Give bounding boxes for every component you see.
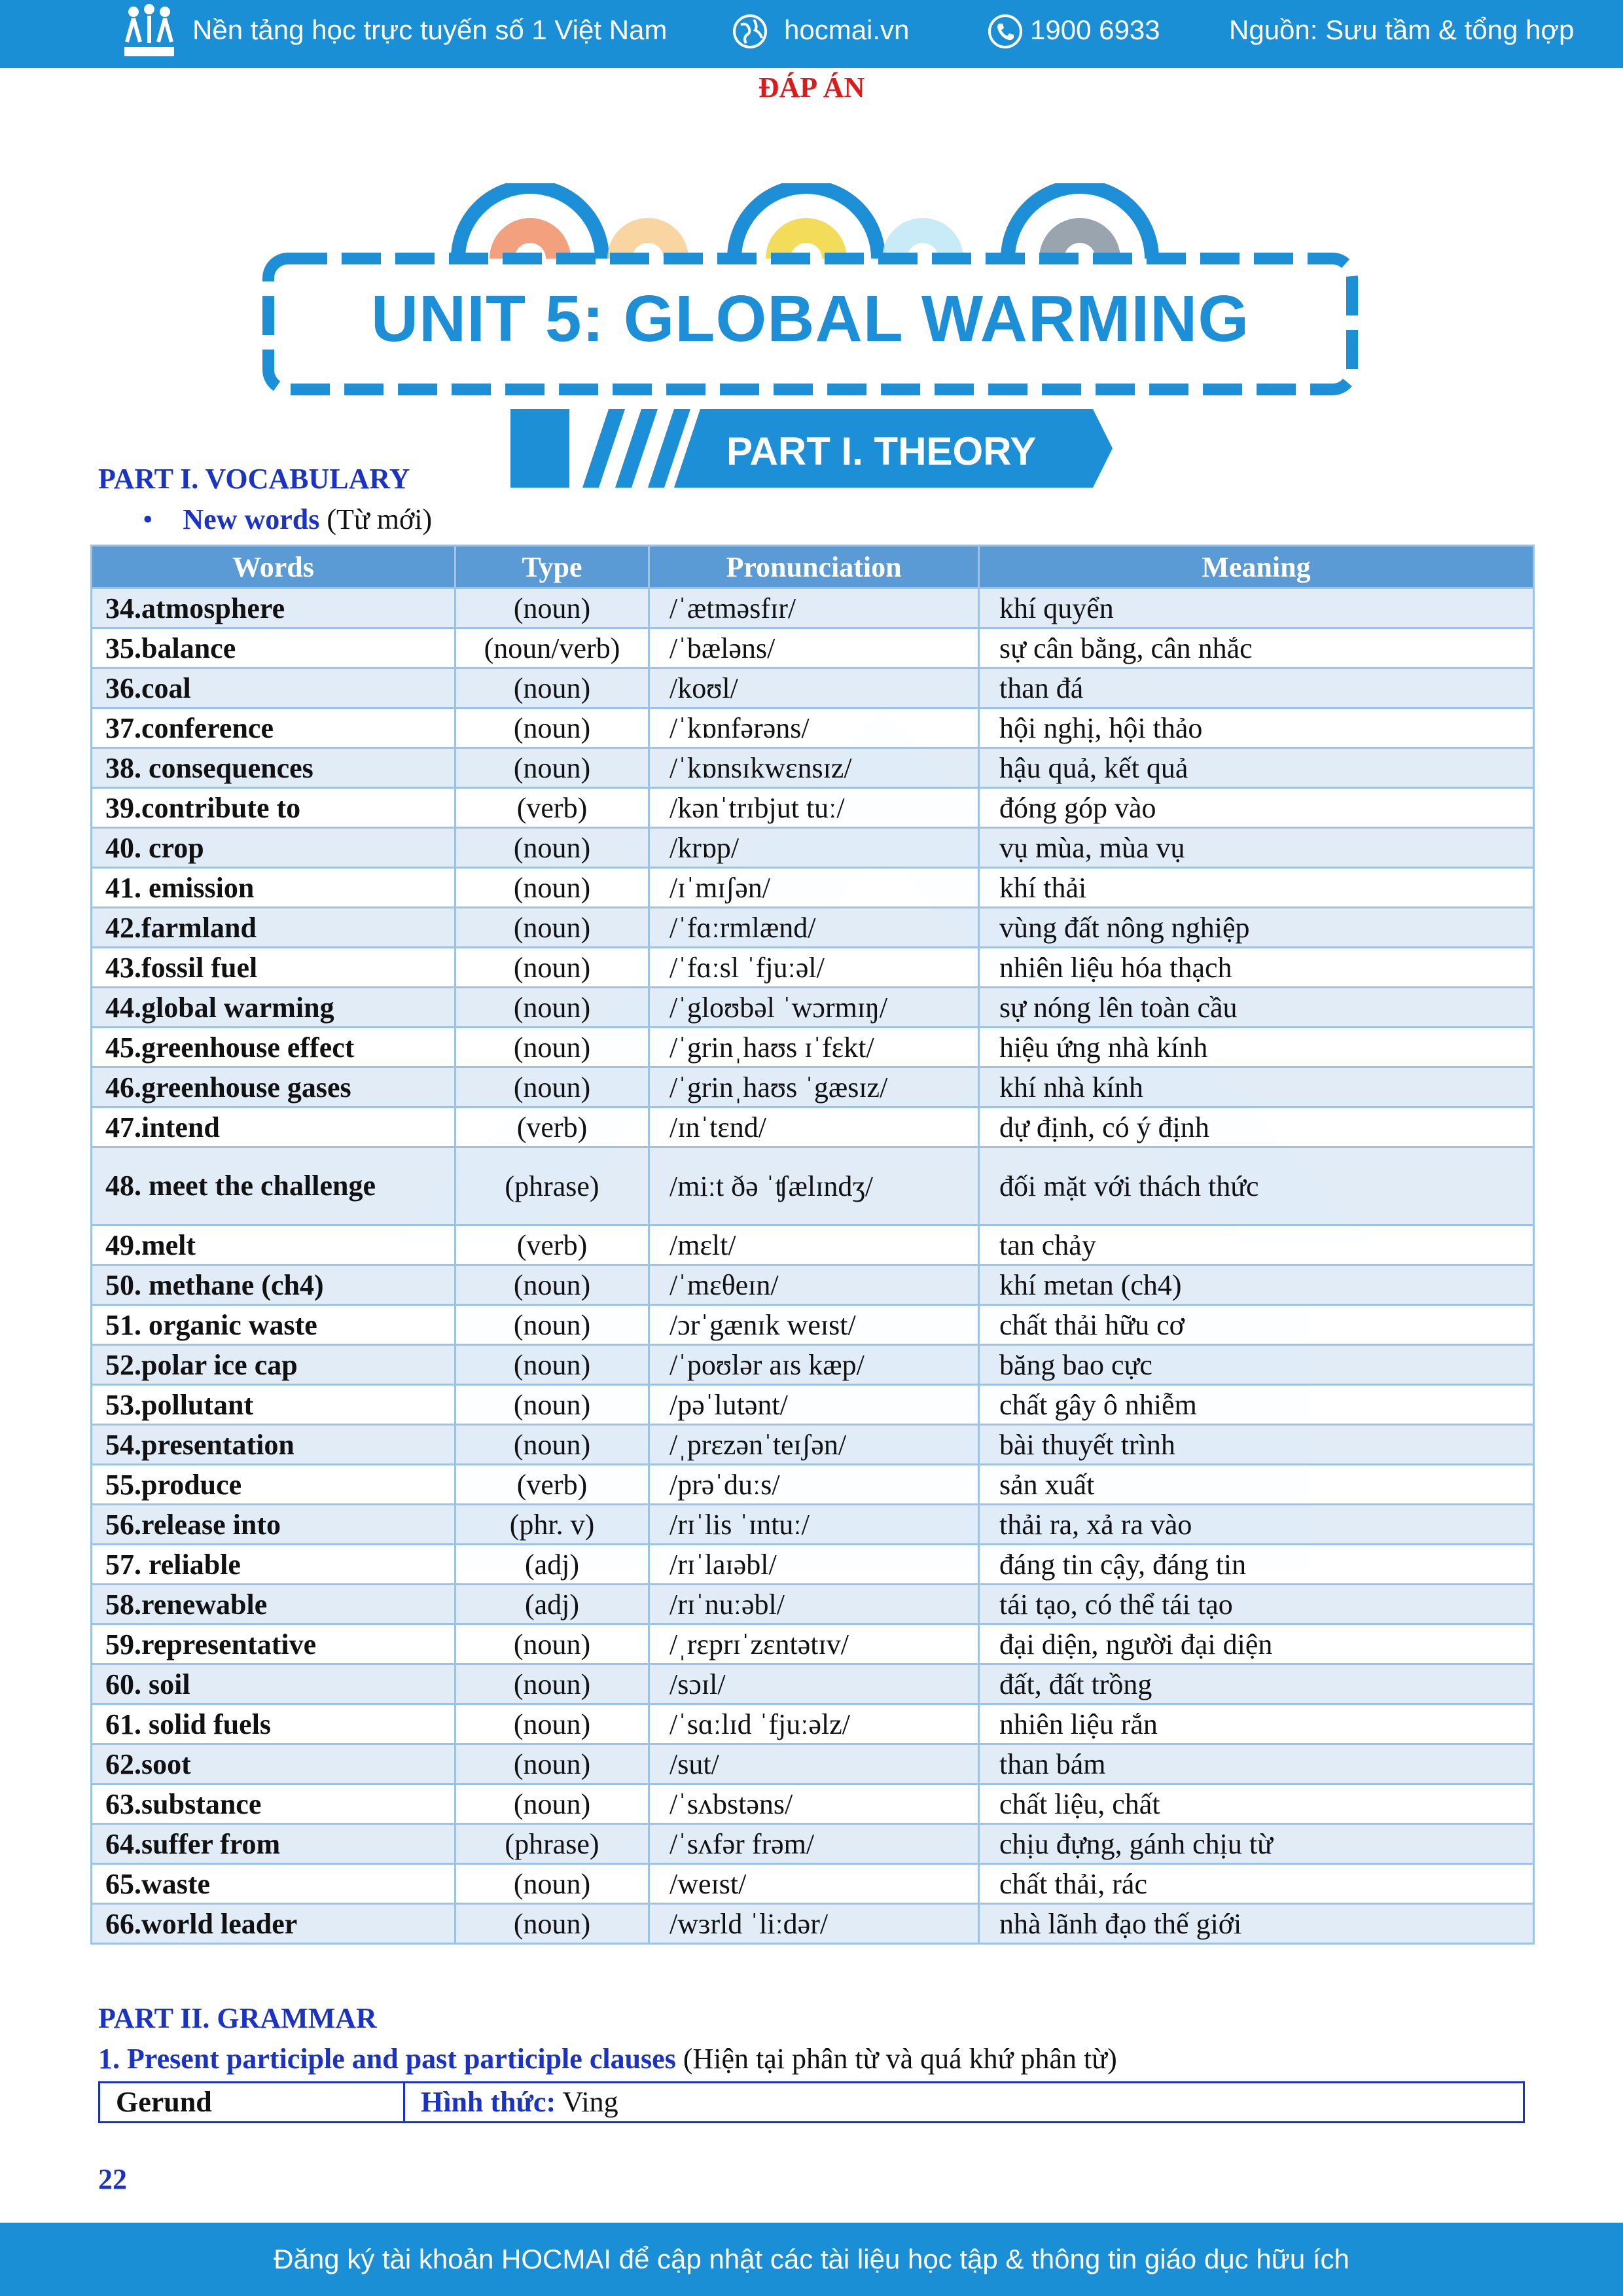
type-cell: (noun) [455,1028,649,1067]
pronunciation-cell: /ˈgloʊbəl ˈwɔrmɪŋ/ [649,988,979,1028]
table-row [92,668,1534,708]
word-cell: 47.intend [92,1107,455,1147]
pronunciation-cell: /kənˈtrɪbjut tuː/ [649,788,979,828]
pronunciation-cell: /krɒp/ [649,828,979,868]
pronunciation-cell: /ˈgrinˌhaʊs ˈgæsɪz/ [649,1067,979,1107]
pronunciation-cell: /ˌrɛprɪˈzɛntətɪv/ [649,1624,979,1664]
meaning-cell: đại diện, người đại diện [979,1624,1534,1664]
pronunciation-cell: /ɪˈmɪʃən/ [649,868,979,908]
meaning-cell: chất thải hữu cơ [979,1305,1534,1345]
table-row [92,908,1534,948]
meaning-cell: đất, đất trồng [979,1664,1534,1704]
pronunciation-cell: /ˈfɑːsl ˈfjuːəl/ [649,948,979,988]
table-row [92,1425,1534,1465]
pronunciation-cell: /mɛlt/ [649,1225,979,1265]
word-cell: 53.pollutant [92,1385,455,1425]
table-row [92,1305,1534,1345]
grammar-subheading-title: 1. Present participle and past participle clauses [98,2043,676,2075]
pronunciation-cell: /ˈfɑːrmlænd/ [649,908,979,948]
meaning-cell: khí nhà kính [979,1067,1534,1107]
type-cell: (noun) [455,1744,649,1784]
pronunciation-cell: /ˈsʌfər frəm/ [649,1824,979,1864]
type-cell: (phr. v) [455,1505,649,1545]
type-cell: (noun) [455,948,649,988]
word-cell: 62.soot [92,1744,455,1784]
grammar-subheading-note: (Hiện tại phân từ và quá khứ phân từ) [683,2043,1117,2075]
meaning-cell: chất liệu, chất [979,1784,1534,1824]
word-cell: 64.suffer from [92,1824,455,1864]
bullet-marker: • [143,503,153,535]
type-cell: (noun) [455,908,649,948]
table-row [92,1385,1534,1425]
header-tagline: Nền tảng học trực tuyến số 1 Việt Nam [192,14,668,45]
form-label: Hình thức: [421,2086,556,2118]
table-row [92,1585,1534,1624]
type-cell: (noun) [455,1425,649,1465]
header-website[interactable]: hocmai.vn [784,14,910,45]
pronunciation-cell: /weɪst/ [649,1864,979,1904]
type-cell: (phrase) [455,1147,649,1225]
meaning-cell: tan chảy [979,1225,1534,1265]
word-cell: 41. emission [92,868,455,908]
pronunciation-cell: /ˈmɛθeɪn/ [649,1265,979,1305]
meaning-cell: vụ mùa, mùa vụ [979,828,1534,868]
phone-icon [987,13,1024,50]
type-cell: (noun) [455,1784,649,1824]
word-cell: 42.farmland [92,908,455,948]
header-source: Nguồn: Sưu tầm & tổng hợp [1229,14,1575,45]
new-words-note: (Từ mới) [327,503,433,535]
table-row [92,1028,1534,1067]
table-row [92,1744,1534,1784]
word-cell: 46.greenhouse gases [92,1067,455,1107]
type-cell: (noun) [455,1664,649,1704]
word-cell: 49.melt [92,1225,455,1265]
word-cell: 44.global warming [92,988,455,1028]
table-row [92,1545,1534,1585]
meaning-cell: sự cân bằng, cân nhắc [979,628,1534,668]
word-cell: 61. solid fuels [92,1704,455,1744]
part-banner-label: PART I. THEORY [726,429,1037,473]
type-cell: (noun) [455,1067,649,1107]
type-cell: (noun/verb) [455,628,649,668]
word-cell: 50. methane (ch4) [92,1265,455,1305]
word-cell: 58.renewable [92,1585,455,1624]
type-cell: (noun) [455,708,649,748]
pronunciation-cell: /rɪˈnuːəbl/ [649,1585,979,1624]
pronunciation-cell: /miːt ðə ˈʧælɪndʒ/ [649,1147,979,1225]
meaning-cell: khí metan (ch4) [979,1265,1534,1305]
meaning-cell: hiệu ứng nhà kính [979,1028,1534,1067]
meaning-cell: chất thải, rác [979,1864,1534,1904]
type-cell: (noun) [455,668,649,708]
table-row [92,628,1534,668]
column-header-words: Words [92,546,455,588]
type-cell: (noun) [455,588,649,628]
word-cell: 60. soil [92,1664,455,1704]
pronunciation-cell: /prəˈduːs/ [649,1465,979,1505]
meaning-cell: nhiên liệu rắn [979,1704,1534,1744]
word-cell: 43.fossil fuel [92,948,455,988]
vocabulary-heading: PART I. VOCABULARY [98,463,410,495]
table-row [92,1225,1534,1265]
word-cell: 54.presentation [92,1425,455,1465]
table-row [92,1904,1534,1944]
type-cell: (noun) [455,1385,649,1425]
table-row [92,1505,1534,1545]
word-cell: 55.produce [92,1465,455,1505]
word-cell: 39.contribute to [92,788,455,828]
column-header-meaning: Meaning [979,546,1534,588]
meaning-cell: đối mặt với thách thức [979,1147,1534,1225]
pronunciation-cell: /ˈætməsfɪr/ [649,588,979,628]
pronunciation-cell: /ˈgrinˌhaʊs ɪˈfɛkt/ [649,1028,979,1067]
type-cell: (adj) [455,1585,649,1624]
meaning-cell: vùng đất nông nghiệp [979,908,1534,948]
table-row [92,1824,1534,1864]
table-row [92,1147,1534,1225]
pronunciation-cell: /rɪˈlis ˈɪntuː/ [649,1505,979,1545]
table-row [92,988,1534,1028]
header-phone[interactable]: 1900 6933 [1030,14,1160,45]
word-cell: 57. reliable [92,1545,455,1585]
meaning-cell: hậu quả, kết quả [979,748,1534,788]
header-bar [0,0,1623,68]
pronunciation-cell: /sut/ [649,1744,979,1784]
meaning-cell: khí thải [979,868,1534,908]
meaning-cell: đóng góp vào [979,788,1534,828]
vocabulary-rows [92,588,1534,1944]
vocabulary-table [90,545,1535,1945]
new-words-label: New words [183,503,320,535]
table-row [92,748,1534,788]
word-cell: 40. crop [92,828,455,868]
meaning-cell: thải ra, xả ra vào [979,1505,1534,1545]
table-row [92,868,1534,908]
type-cell: (noun) [455,868,649,908]
type-cell: (phrase) [455,1824,649,1864]
meaning-cell: chất gây ô nhiễm [979,1385,1534,1425]
pronunciation-cell: /ˈkɒnsɪkwɛnsɪz/ [649,748,979,788]
footer-bar: Đăng ký tài khoản HOCMAI để cập nhật các tài liệu học tập & thông tin giáo dục hữu ích [0,2223,1623,2296]
meaning-cell: nhà lãnh đạo thế giới [979,1904,1534,1944]
page-title: UNIT 5: GLOBAL WARMING [370,282,1250,355]
word-cell: 65.waste [92,1864,455,1904]
meaning-cell: băng bao cực [979,1345,1534,1385]
type-cell: (noun) [455,1305,649,1345]
type-cell: (noun) [455,1904,649,1944]
pronunciation-cell: /ˈbæləns/ [649,628,979,668]
word-cell: 45.greenhouse effect [92,1028,455,1067]
meaning-cell: tái tạo, có thể tái tạo [979,1585,1534,1624]
grammar-heading: PART II. GRAMMAR [98,2002,377,2034]
type-cell: (noun) [455,1624,649,1664]
gerund-label: Gerund [100,2083,405,2121]
meaning-cell: sự nóng lên toàn cầu [979,988,1534,1028]
pronunciation-cell: /ɪnˈtɛnd/ [649,1107,979,1147]
meaning-cell: dự định, có ý định [979,1107,1534,1147]
word-cell: 63.substance [92,1784,455,1824]
word-cell: 66.world leader [92,1904,455,1944]
pronunciation-cell: /ˌprɛzənˈteɪʃən/ [649,1425,979,1465]
pronunciation-cell: /ˈkɒnfərəns/ [649,708,979,748]
table-header-row [92,546,1534,588]
meaning-cell: chịu đựng, gánh chịu từ [979,1824,1534,1864]
table-row [92,948,1534,988]
word-cell: 35.balance [92,628,455,668]
table-row [92,1067,1534,1107]
answer-label: ĐÁP ÁN [758,71,865,103]
meaning-cell: than bám [979,1744,1534,1784]
pronunciation-cell: /ˈsʌbstəns/ [649,1784,979,1824]
pronunciation-cell: /pəˈlutənt/ [649,1385,979,1425]
type-cell: (verb) [455,1225,649,1265]
type-cell: (verb) [455,1107,649,1147]
type-cell: (noun) [455,1345,649,1385]
word-cell: 52.polar ice cap [92,1345,455,1385]
table-row [92,828,1534,868]
table-row [92,708,1534,748]
pronunciation-cell: /ɔrˈgænɪk weɪst/ [649,1305,979,1345]
pronunciation-cell: /wɜrld ˈliːdər/ [649,1904,979,1944]
gerund-form [421,2083,618,2121]
type-cell: (noun) [455,1864,649,1904]
word-cell: 38. consequences [92,748,455,788]
pronunciation-cell: /sɔɪl/ [649,1664,979,1704]
column-header-pronunciation: Pronunciation [649,546,979,588]
type-cell: (verb) [455,788,649,828]
table-row [92,1864,1534,1904]
meaning-cell: hội nghị, hội thảo [979,708,1534,748]
type-cell: (noun) [455,1265,649,1305]
gerund-table [98,2081,1525,2123]
word-cell: 59.representative [92,1624,455,1664]
table-row [92,588,1534,628]
table-row [92,1465,1534,1505]
pronunciation-cell: /ˈsɑːlɪd ˈfjuːəlz/ [649,1704,979,1744]
word-cell: 56.release into [92,1505,455,1545]
meaning-cell: khí quyển [979,588,1534,628]
type-cell: (adj) [455,1545,649,1585]
globe-icon [732,13,768,50]
hocmai-logo [119,4,179,59]
type-cell: (noun) [455,1704,649,1744]
word-cell: 34.atmosphere [92,588,455,628]
new-words-line [143,503,432,536]
pronunciation-cell: /koʊl/ [649,668,979,708]
meaning-cell: nhiên liệu hóa thạch [979,948,1534,988]
table-row [92,1704,1534,1744]
type-cell: (noun) [455,748,649,788]
meaning-cell: than đá [979,668,1534,708]
word-cell: 36.coal [92,668,455,708]
type-cell: (noun) [455,988,649,1028]
meaning-cell: bài thuyết trình [979,1425,1534,1465]
table-row [92,1784,1534,1824]
form-value: Ving [562,2086,618,2118]
column-header-type: Type [455,546,649,588]
table-row [92,788,1534,828]
word-cell: 37.conference [92,708,455,748]
table-row [92,1107,1534,1147]
word-cell: 51. organic waste [92,1305,455,1345]
table-row [92,1624,1534,1664]
table-row [92,1664,1534,1704]
grammar-subheading [98,2042,1117,2075]
pronunciation-cell: /ˈpoʊlər aɪs kæp/ [649,1345,979,1385]
type-cell: (noun) [455,828,649,868]
meaning-cell: sản xuất [979,1465,1534,1505]
page-number: 22 [98,2163,127,2195]
table-row [92,1345,1534,1385]
meaning-cell: đáng tin cậy, đáng tin [979,1545,1534,1585]
pronunciation-cell: /rɪˈlaɪəbl/ [649,1545,979,1585]
table-row [92,1265,1534,1305]
type-cell: (verb) [455,1465,649,1505]
word-cell: 48. meet the challenge [92,1147,455,1225]
